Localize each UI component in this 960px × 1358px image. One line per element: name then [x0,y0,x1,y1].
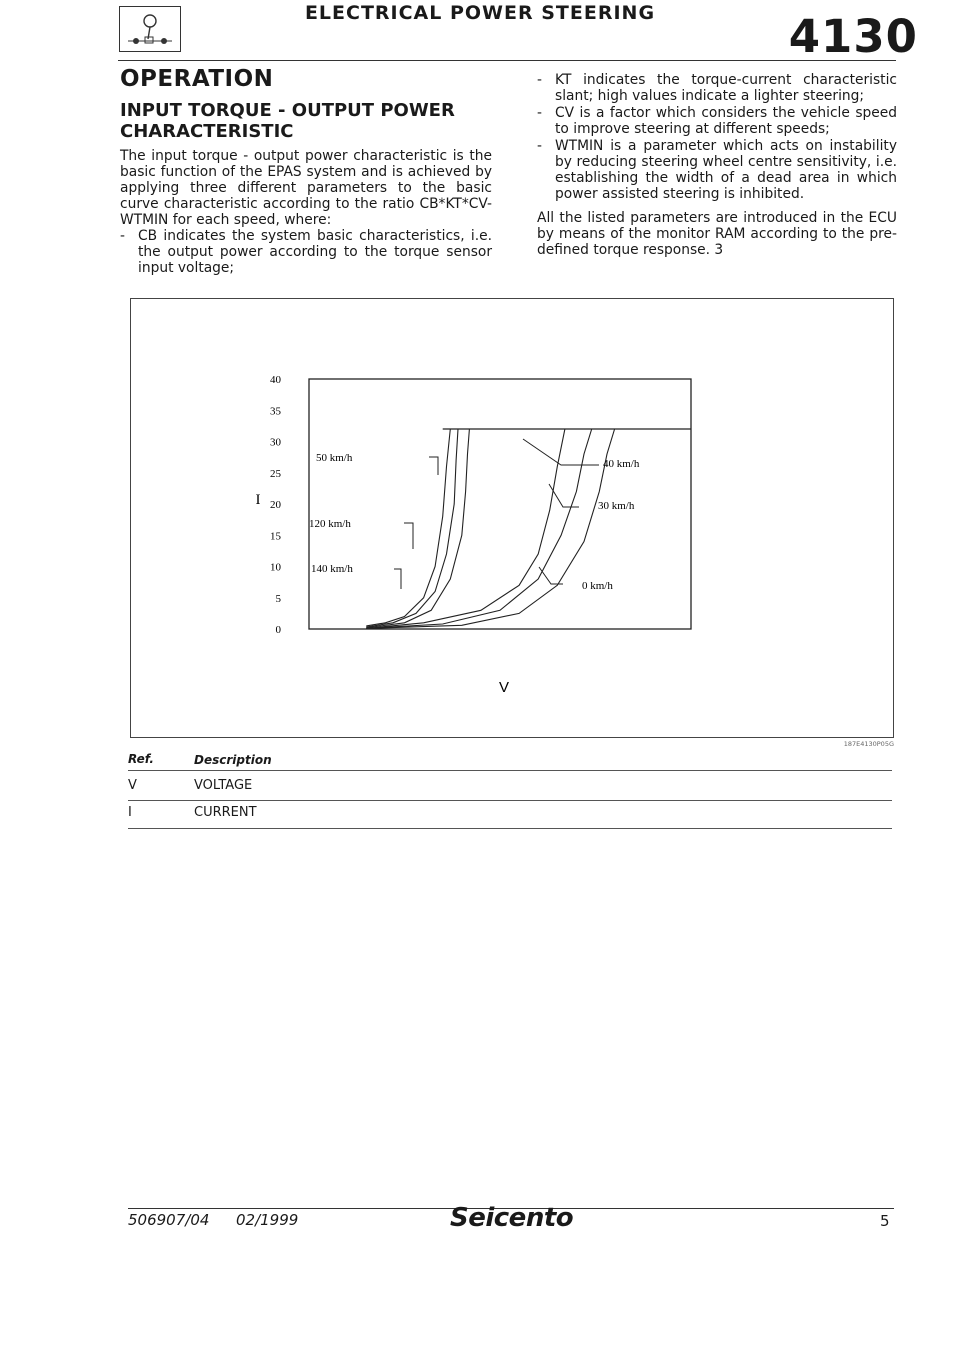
figure-code: 187E4130P05G [843,740,894,748]
table-cell-ref: I [128,805,132,820]
subsection-heading: INPUT TORQUE - OUTPUT POWER CHARACTERISTIC [120,100,455,142]
y-tick-label: 40 [270,374,281,386]
table-cell-ref: V [128,778,137,793]
bullet-wtmin-text: WTMIN is a parameter which acts on instability by reducing steering wheel centre sensitivity, i.e. establishing the width of a dead area in which power assisted steering is inhibited. [555,138,897,202]
table-rule [128,770,892,771]
y-tick-label: 35 [270,405,281,418]
series-line [366,429,469,628]
bullet-cb-text: CB indicates the system basic characteristics, i.e. the output power according to the torque sensor input voltage; [138,228,492,276]
figure-frame [130,298,894,738]
y-tick-label: 5 [275,592,281,605]
bullet-kt-text: KT indicates the torque-current characteristic slant; high values indicate a lighter steering; [555,72,897,104]
y-tick-label: 10 [270,561,281,574]
section-number: 4130 [788,10,918,63]
leader-140kmh [394,569,401,589]
intro-paragraph: The input torque - output power characteristic is the basic function of the EPAS system and is achieved by applying three different parameters to the basic curve characteristic according to the ratio CB*KT*CV-WTMIN for each speed, where: [120,148,492,228]
bullet-cv [537,105,897,137]
table-header-ref: Ref. [128,752,154,766]
footer-date: 02/1999 [236,1211,299,1229]
label-50kmh: 50 km/h [316,452,353,464]
footer-document-code: 506907/04 [128,1211,210,1229]
page-number: 5 [880,1212,890,1230]
table-cell-description: CURRENT [194,805,257,820]
series-line [366,429,565,628]
bullet-dash: - [537,72,542,88]
intro-text [120,148,492,276]
parameters-paragraph: All the listed parameters are introduced in the ECU by means of the monitor RAM according to the pre-defined torque response. 3 [537,210,897,258]
y-tick-label: 0 [275,624,281,636]
section-heading: OPERATION [120,66,274,92]
label-140kmh: 140 km/h [311,563,353,575]
y-tick-label: 15 [270,530,281,543]
y-axis-label: I [255,492,261,508]
bullet-dash: - [537,138,542,154]
y-tick-label: 25 [270,467,281,480]
y-tick-label: 30 [270,436,281,449]
page-header-title: ELECTRICAL POWER STEERING [304,2,656,24]
y-tick-label: 20 [270,499,281,511]
table-header-description: Description [194,753,272,767]
table-rule [128,828,892,829]
header-divider [118,60,896,61]
bullet-kt [537,72,897,104]
leader-50kmh [429,457,438,475]
footer-brand: Seicento [450,1203,574,1233]
right-column-text [537,72,897,258]
label-0kmh: 0 km/h [582,580,613,592]
table-cell-description: VOLTAGE [194,778,253,793]
series-line [366,429,614,628]
series-line [366,429,591,628]
series-line [366,429,458,627]
bullet-cv-text: CV is a factor which considers the vehicle speed to improve steering at different speeds; [555,105,897,137]
x-axis-label: V [498,679,510,696]
bullet-dash: - [120,228,125,244]
table-rule [128,800,892,801]
bullet-wtmin [537,138,897,202]
label-120kmh: 120 km/h [309,518,351,530]
label-30kmh: 30 km/h [598,500,635,512]
bullet-dash: - [537,105,542,121]
label-40kmh: 40 km/h [603,458,640,470]
leader-120kmh [404,523,413,549]
voltage-current-chart [131,299,893,737]
bullet-cb [120,228,492,276]
